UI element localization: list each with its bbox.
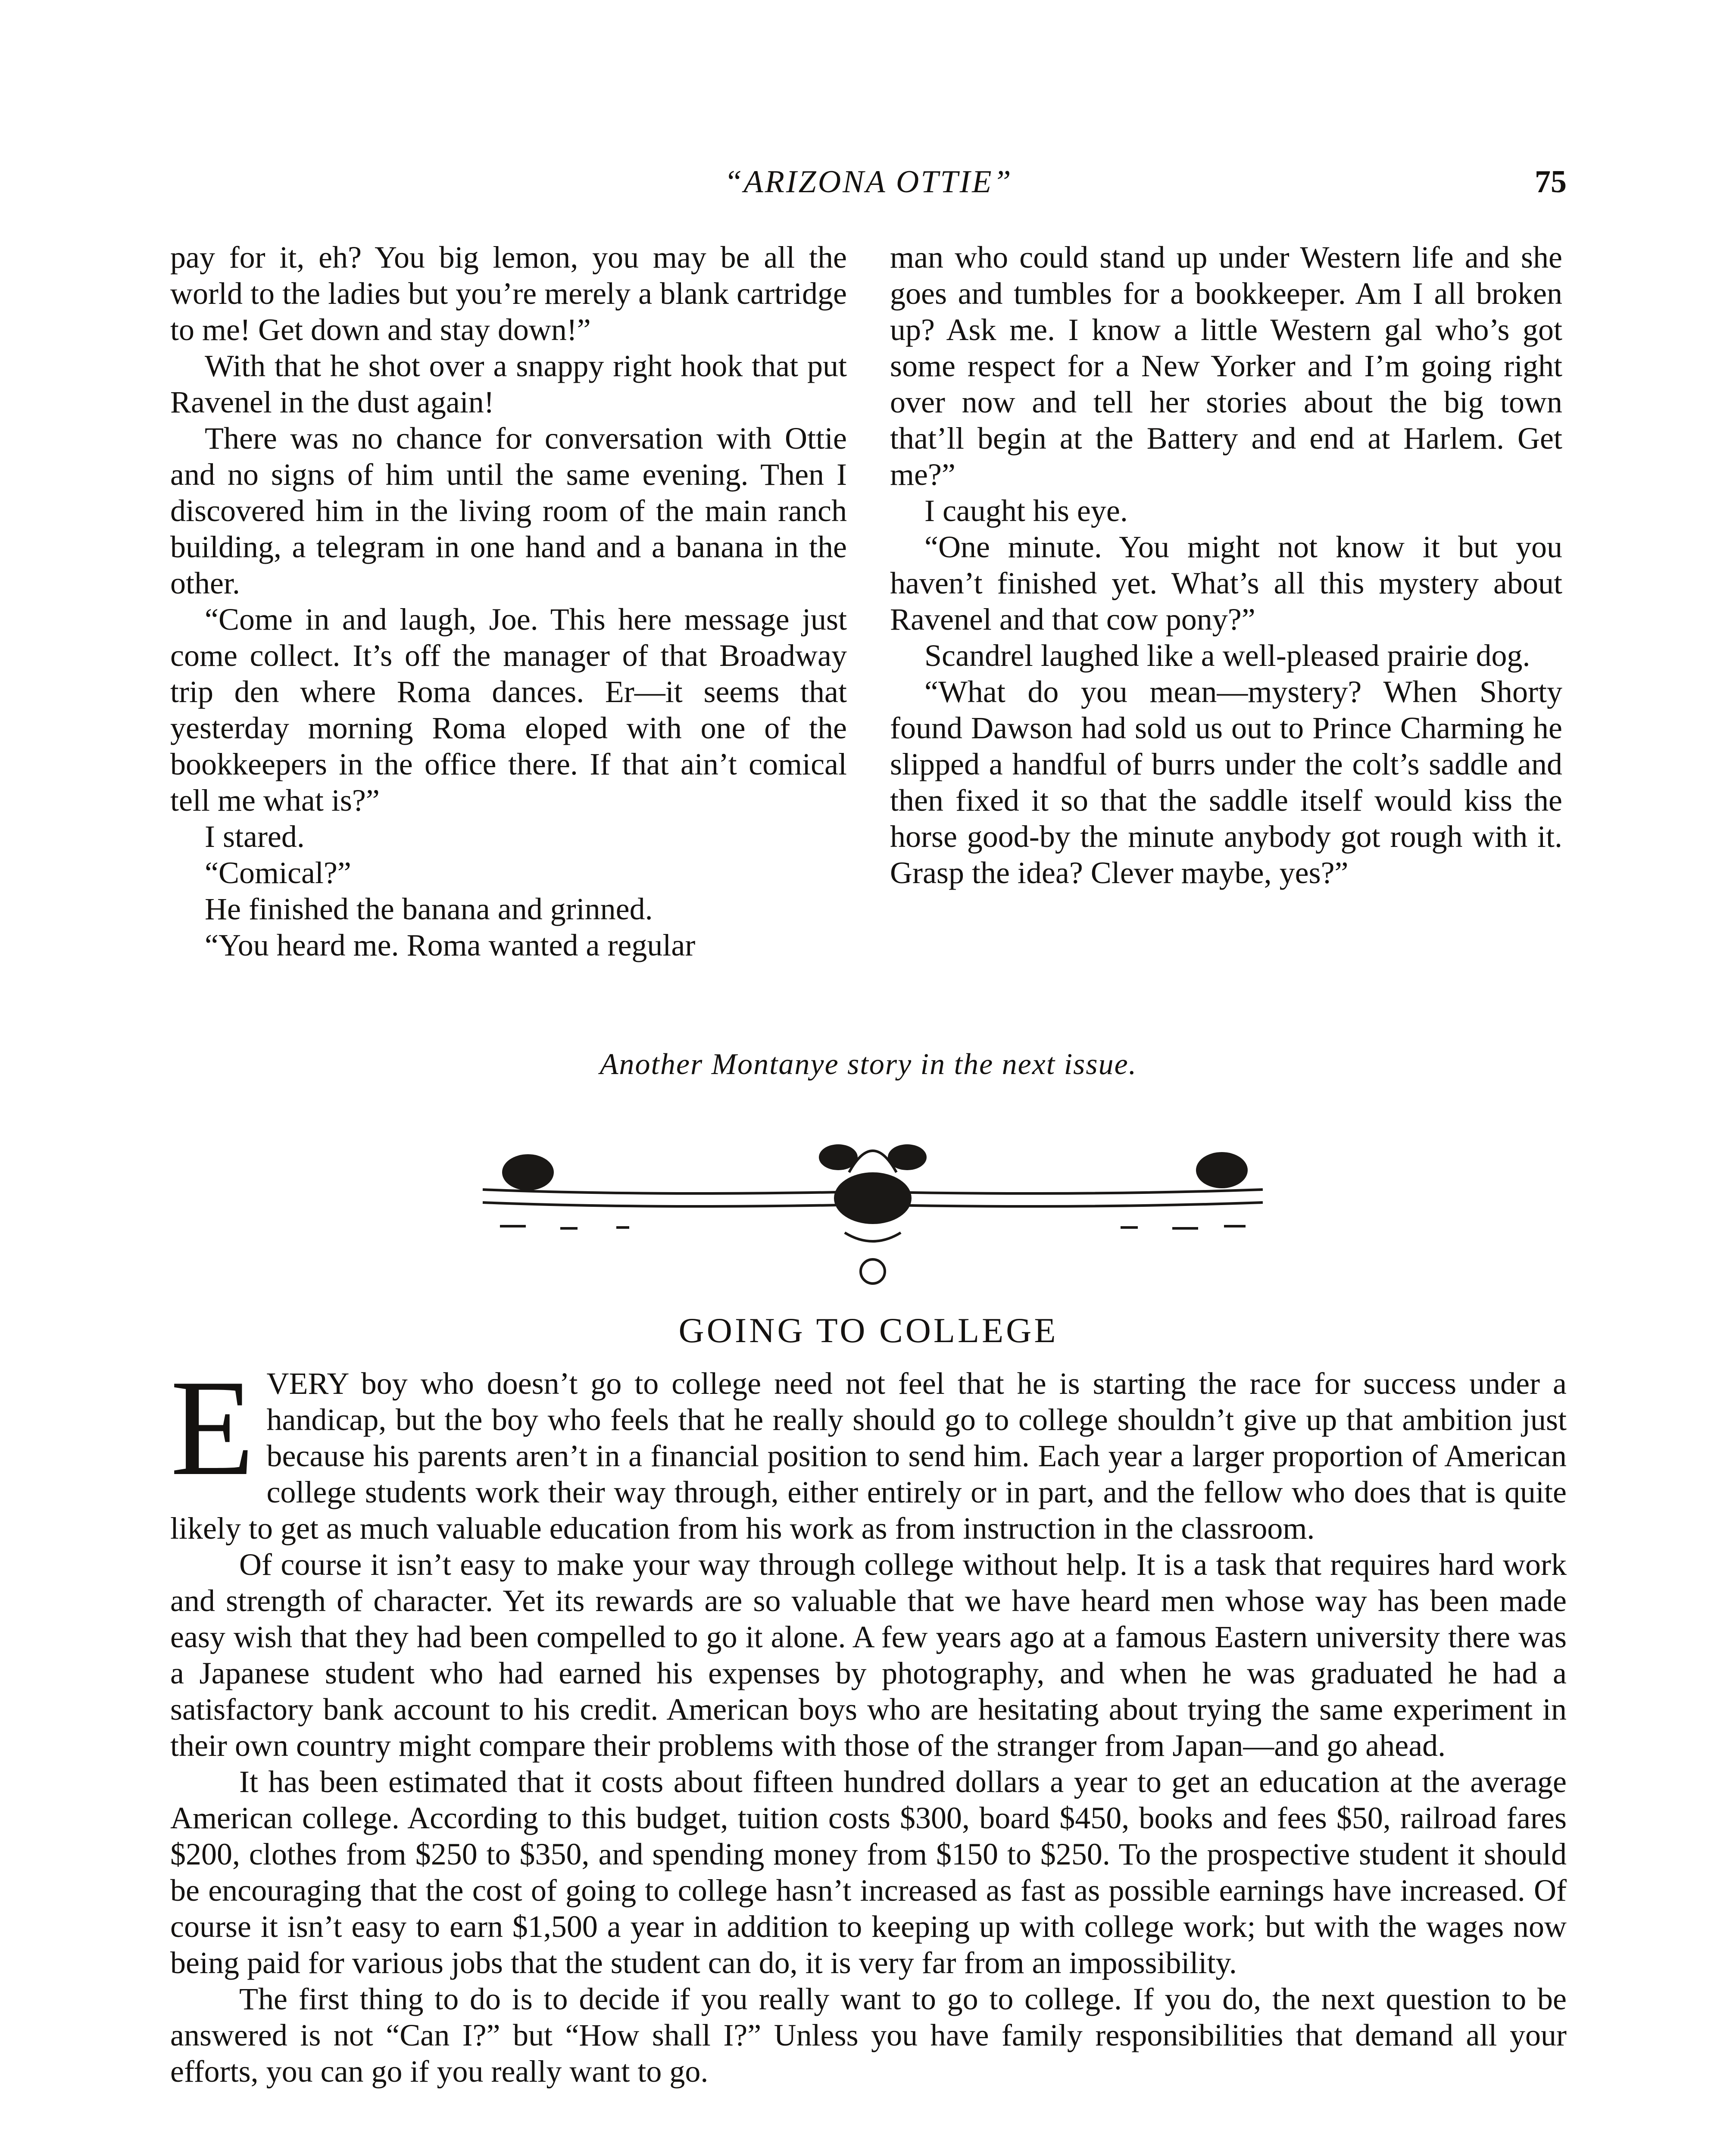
story-paragraph: “One minute. You might not know it but you haven’t finished yet. What’s all this mystery about Ravenel and that cow pony?”	[890, 530, 1562, 637]
page-header	[170, 164, 1567, 211]
story-paragraph: “Come in and laugh, Joe. This here message just come collect. It’s off the manager of that Broadway trip den where Roma dances. Er—it seems that yesterday morning Roma eloped with one of the bookkeepers in the office there. If that ain’t comical tell me what is?”	[170, 602, 847, 818]
running-title: “ARIZONA OTTIE”	[724, 164, 1013, 200]
story-column-left	[170, 239, 847, 963]
decorative-ornament	[474, 1121, 1271, 1302]
first-paragraph-text: VERY boy who doesn’t go to college need not feel that he is starting the race for success under a handicap, but the boy who feels that he really should go to college shouldn’t give up that ambition just because his parents aren’t in a financial position to send him. Each year a larger proportion of American college students work their way through, either entirely or in part, and the fellow who does that is quite likely to get as much valuable education from his work as from instruction in the classroom.	[170, 1366, 1567, 1546]
article-first-paragraph	[170, 1352, 1567, 1546]
article-paragraph: The first thing to do is to decide if you really want to go to college. If you do, the next question to be answered is not “Can I?” but “How shall I?” Unless you have family responsibilities that demand all your efforts, you can go if you really want to go.	[170, 1982, 1567, 2089]
article-title: GOING TO COLLEGE	[678, 1311, 1058, 1350]
story-paragraph: He finished the banana and grinned.	[205, 892, 653, 926]
story-paragraph: I caught his eye.	[924, 493, 1128, 528]
article-paragraph: Of course it isn’t easy to make your way through college without help. It is a task that requires hard work and strength of character. Yet its rewards are so valuable that we have heard men whose way has been made easy wish that they had been compelled to go it alone. A few years ago at a famous Eastern university there was a Japanese student who had earned his expenses by photography, and when he was graduated he had a satisfactory bank account to his credit. American boys who are hesitating about trying the same experiment in their own country might compare their problems with those of the stranger from Japan—and go ahead.	[170, 1547, 1567, 1763]
story-paragraph: “You heard me. Roma wanted a regular	[205, 928, 696, 962]
story-paragraph: pay for it, eh? You big lemon, you may be all the world to the ladies but you’re merely a blank cartridge to me! Get down and stay down!”	[170, 240, 847, 347]
story-paragraph: With that he shot over a snappy right hook that put Ravenel in the dust again!	[170, 349, 847, 419]
story-column-right	[890, 239, 1562, 891]
next-issue-note: Another Montanye story in the next issue.	[599, 1048, 1137, 1081]
story-paragraph: man who could stand up under Western life and she goes and tumbles for a bookkeeper. Am I all broken up? Ask me. I know a little Western gal who’s got some respect for a New Yorker and I’m going right over now and tell her stories about the big town that’ll begin at the Battery and end at Harlem. Get me?”	[890, 240, 1562, 492]
story-paragraph: Scandrel laughed like a well-pleased prairie dog.	[924, 638, 1530, 673]
story-paragraph: “Comical?”	[205, 856, 351, 890]
page-number: 75	[1535, 164, 1567, 200]
story-paragraph: “What do you mean—mystery? When Shorty found Dawson had sold us out to Prince Charming he slipped a handful of burrs under the colt’s saddle and then fixed it so that the saddle itself would kiss the horse good-by the minute anybody got rough with it. Grasp the idea? Clever maybe, yes?”	[890, 675, 1562, 890]
drop-cap: E	[170, 1352, 255, 1504]
story-paragraph: There was no chance for conversation with Ottie and no signs of him until the same evening. Then I discovered him in the living room of the main ranch building, a telegram in one hand and a banana in the other.	[170, 421, 847, 600]
article-paragraph: It has been estimated that it costs about fifteen hundred dollars a year to get an education at the average American college. According to this budget, tuition costs $300, board $450, books and fees $50, railroad fares $200, clothes from $250 to $350, and spending money from $150 to $250. To the prospective student it should be encouraging that the cost of going to college hasn’t increased as fast as possible earnings have increased. Of course it isn’t easy to earn $1,500 a year in addition to keeping up with college work; but with the wages now being paid for various jobs that the student can do, it is very far from an impossibility.	[170, 1765, 1567, 1980]
story-paragraph: I stared.	[205, 819, 305, 854]
article-body	[170, 1352, 1567, 2089]
